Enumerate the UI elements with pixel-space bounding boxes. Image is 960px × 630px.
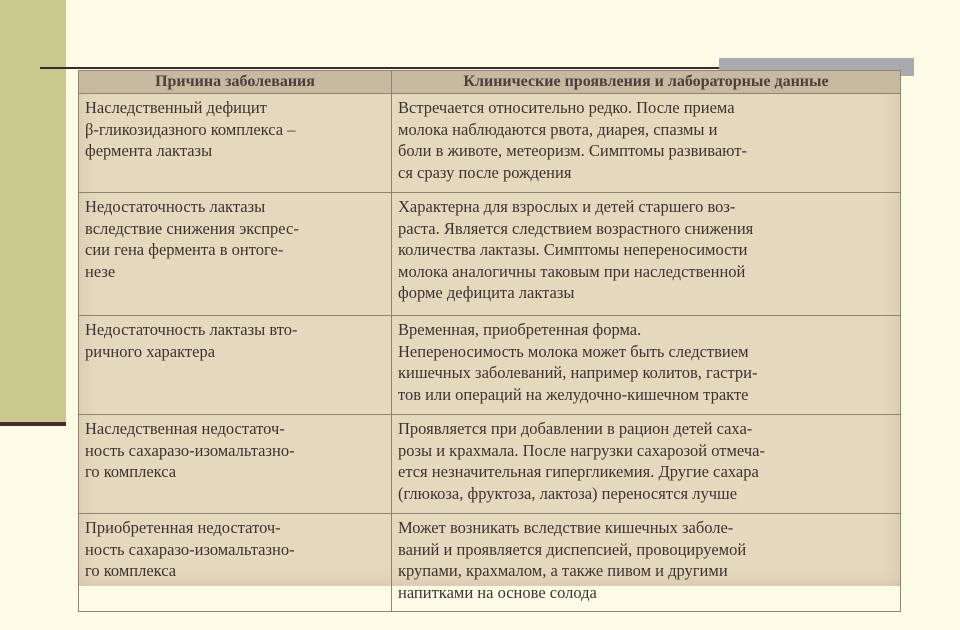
table-row <box>79 316 901 415</box>
side-accent-underline <box>0 422 66 426</box>
manifestations-cell: Встречается относительно редко. После приема молока наблюдаются рвота, диарея, спазмы и боли в животе, метеоризм. Симптомы развивают- ся сразу после рождения <box>392 94 901 193</box>
manifestations-cell: Может возникать вследствие кишечных заболе- ваний и проявляется диспепсией, провоцируемой крупами, крахмалом, а также пивом и другими напитками на основе солода <box>392 514 901 612</box>
header-cause: Причина заболевания <box>79 71 392 94</box>
table-row <box>79 94 901 193</box>
manifestations-cell: Характерна для взрослых и детей старшего воз- раста. Является следствием возрастного снижения количества лактазы. Симптомы непереносимости молока аналогичны таковым при наследственной форме дефицита лактазы <box>392 193 901 316</box>
manifestations-cell: Временная, приобретенная форма. Непереносимость молока может быть следствием кишечных заболеваний, например колитов, гастри- тов или операций на желудочно-кишечном тракте <box>392 316 901 415</box>
cause-cell: Недостаточность лактазы вто- ричного характера <box>79 316 392 415</box>
table-row <box>79 514 901 612</box>
disease-causes-table <box>78 70 901 612</box>
table-row <box>79 193 901 316</box>
table-row <box>79 415 901 514</box>
side-accent-bar <box>0 0 66 425</box>
cause-cell: Наследственная недостаточ- ность сахаразо-изомальтазно- го комплекса <box>79 415 392 514</box>
header-manifestations: Клинические проявления и лабораторные данные <box>392 71 901 94</box>
cause-cell: Приобретенная недостаточ- ность сахаразо-изомальтазно- го комплекса <box>79 514 392 612</box>
cause-cell: Недостаточность лактазы вследствие снижения экспрес- сии гена фермента в онтоге- незе <box>79 193 392 316</box>
manifestations-cell: Проявляется при добавлении в рацион детей саха- розы и крахмала. После нагрузки сахарозой отмеча- ется незначительная гипергликемия. Другие сахара (глюкоза, фруктоза, лактоза) переносятся лучше <box>392 415 901 514</box>
table-header-row <box>79 71 901 94</box>
cause-cell: Наследственный дефицит β-гликозидазного комплекса – фермента лактазы <box>79 94 392 193</box>
